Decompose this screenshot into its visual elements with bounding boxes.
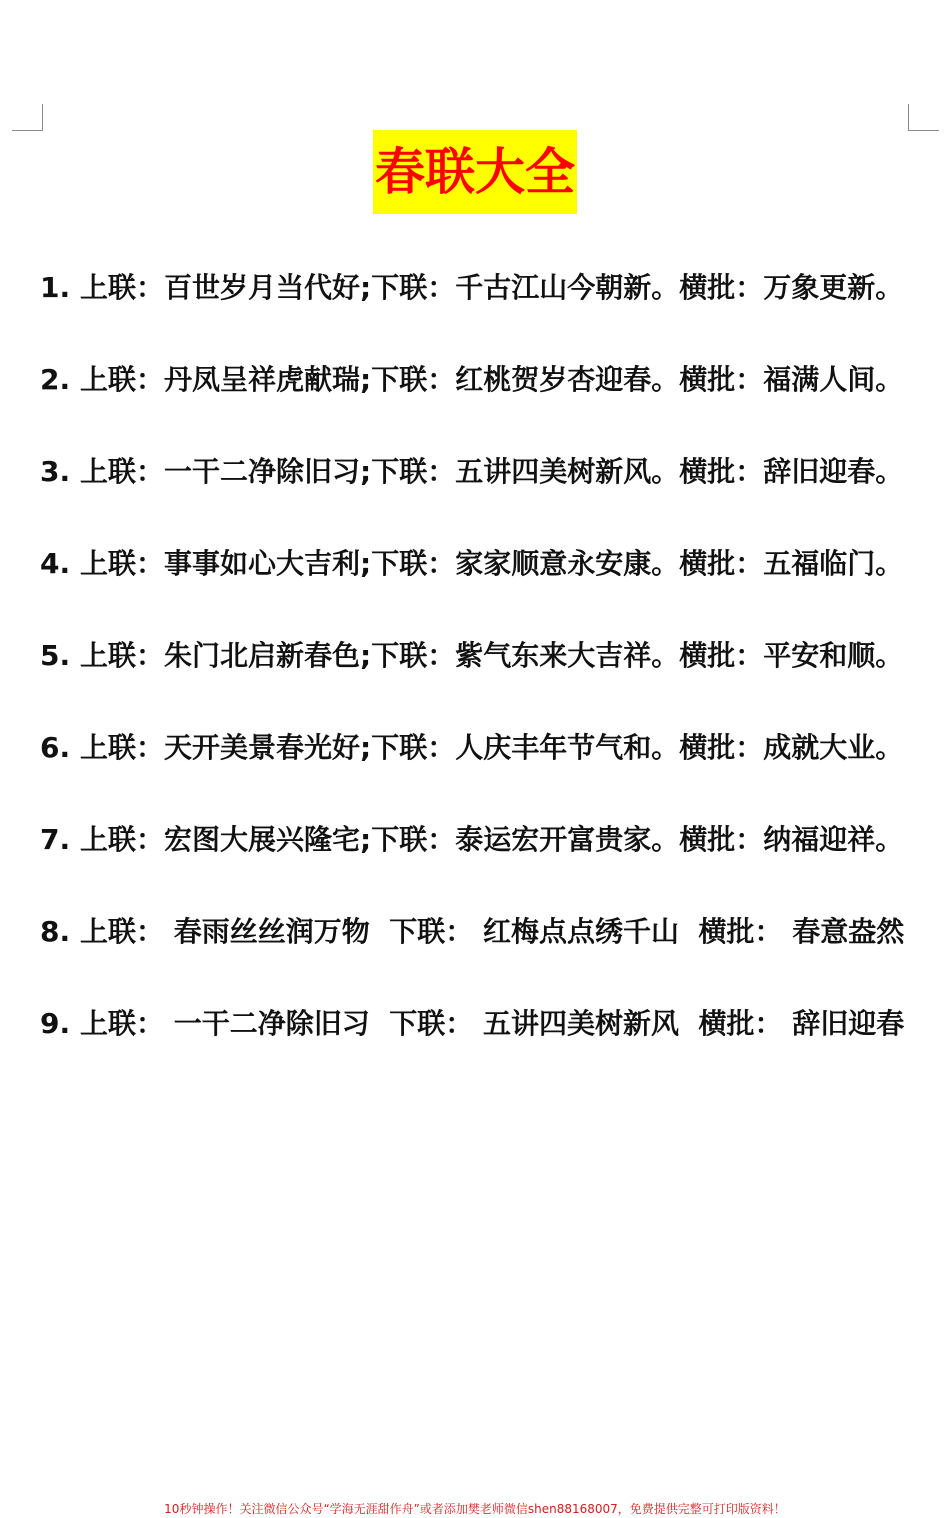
couplet-number: 9. — [40, 1007, 71, 1040]
page-corner-mark-top-left — [12, 104, 43, 131]
couplet-number: 4. — [40, 547, 71, 580]
couplet-item-8 — [40, 906, 920, 998]
couplet-item-3 — [40, 446, 920, 538]
couplet-number: 7. — [40, 823, 71, 856]
couplet-text: 上联：一干二净除旧习;下联：五讲四美树新风。横批：辞旧迎春。 — [80, 455, 904, 488]
couplet-number: 1. — [40, 271, 71, 304]
couplet-item-7 — [40, 814, 920, 906]
couplet-number: 8. — [40, 915, 71, 948]
couplet-text: 上联：事事如心大吉利;下联：家家顺意永安康。横批：五福临门。 — [80, 547, 904, 580]
couplet-text: 上联：宏图大展兴隆宅;下联：泰运宏开富贵家。横批：纳福迎祥。 — [80, 823, 904, 856]
couplet-number: 5. — [40, 639, 71, 672]
couplet-text: 上联：朱门北启新春色;下联：紫气东来大吉祥。横批：平安和顺。 — [80, 639, 904, 672]
couplet-item-4 — [40, 538, 920, 630]
couplet-item-5 — [40, 630, 920, 722]
page-corner-mark-top-right — [908, 104, 939, 131]
footer-promo-text: 10秒钟操作！关注微信公众号“学海无涯甜作舟”或者添加樊老师微信shen88168007，免费提供完整可打印版资料！ — [164, 1502, 786, 1516]
couplet-item-6 — [40, 722, 920, 814]
couplet-text: 上联： 春雨丝丝润万物 下联： 红梅点点绣千山 横批： 春意盎然 — [80, 915, 905, 948]
couplet-text: 上联：百世岁月当代好;下联：千古江山今朝新。横批：万象更新。 — [80, 271, 904, 304]
couplet-item-9 — [40, 998, 920, 1090]
couplet-number: 2. — [40, 363, 71, 396]
couplet-number: 6. — [40, 731, 71, 764]
couplet-number: 3. — [40, 455, 71, 488]
title-container — [0, 130, 950, 214]
couplet-item-2 — [40, 354, 920, 446]
document-title: 春联大全 — [373, 130, 577, 214]
couplet-list — [40, 262, 920, 1090]
couplet-text: 上联：天开美景春光好;下联：人庆丰年节气和。横批：成就大业。 — [80, 731, 904, 764]
couplet-text: 上联：丹凤呈祥虎献瑞;下联：红桃贺岁杏迎春。横批：福满人间。 — [80, 363, 904, 396]
couplet-item-1 — [40, 262, 920, 354]
couplet-text: 上联： 一干二净除旧习 下联： 五讲四美树新风 横批： 辞旧迎春 — [80, 1007, 905, 1040]
